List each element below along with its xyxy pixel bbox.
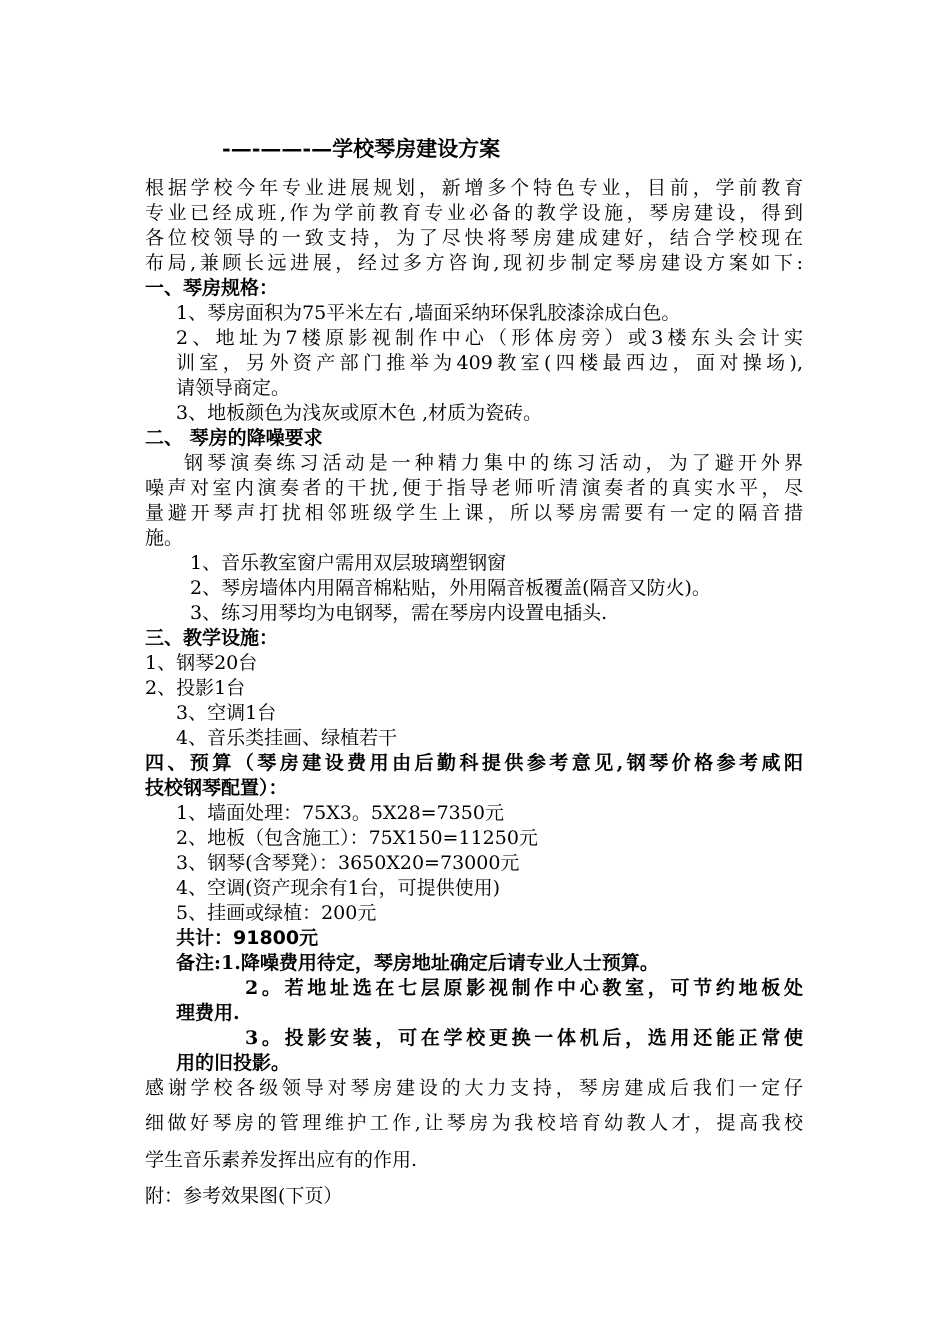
budget-item: 4、空调(资产现余有1台，可提供使用) bbox=[176, 877, 501, 899]
intro-line: 各位校领导的一致支持，为了尽快将琴房建成建好，结合学校现在 bbox=[145, 227, 803, 249]
note-line: 备注:1.降噪费用待定，琴房地址确定后请专业人士预算。 bbox=[176, 952, 659, 974]
list-item: 2、投影1台 bbox=[145, 677, 246, 699]
closing-line: 细做好琴房的管理维护工作,让琴房为我校培育幼教人才，提高我校 bbox=[145, 1112, 803, 1134]
budget-total: 共计：91800元 bbox=[176, 927, 319, 949]
paragraph-line: 钢琴演奏练习活动是一种精力集中的练习活动，为了避开外界 bbox=[184, 452, 803, 474]
paragraph-line: 量避开琴声打扰相邻班级学生上课，所以琴房需要有一定的隔音措 bbox=[145, 502, 803, 524]
list-item: 1、钢琴20台 bbox=[145, 652, 258, 674]
closing-line: 感谢学校各级领导对琴房建设的大力支持，琴房建成后我们一定仔 bbox=[145, 1077, 803, 1099]
section-heading-4: 四、预算（琴房建设费用由后勤科提供参考意见,钢琴价格参考咸阳 bbox=[145, 752, 803, 774]
section-heading-4-cont: 技校钢琴配置）： bbox=[145, 777, 288, 799]
intro-line: 根据学校今年专业进展规划，新增多个特色专业，目前，学前教育 bbox=[145, 177, 803, 199]
list-item: 3、空调1台 bbox=[176, 702, 277, 724]
list-item: 2、琴房墙体内用隔音棉粘贴，外用隔音板覆盖(隔音又防火)。 bbox=[190, 577, 711, 599]
section-heading-1: 一、琴房规格： bbox=[145, 277, 279, 299]
appendix-note: 附：参考效果图(下页） bbox=[145, 1185, 343, 1207]
page-title: -—-——-—学校琴房建设方案 bbox=[222, 136, 501, 161]
list-item: 训室，另外资产部门推举为409教室(四楼最西边，面对操场), bbox=[176, 352, 803, 374]
list-item: 请领导商定。 bbox=[176, 377, 291, 399]
budget-item: 3、钢琴(含琴凳）：3650X20=73000元 bbox=[176, 852, 520, 874]
closing-line: 学生音乐素养发挥出应有的作用. bbox=[145, 1149, 418, 1171]
note-line: 3。投影安装，可在学校更换一体机后，选用还能正常使 bbox=[245, 1027, 803, 1049]
intro-line: 布局,兼顾长远进展，经过多方咨询,现初步制定琴房建设方案如下: bbox=[145, 252, 803, 274]
list-item: 3、地板颜色为浅灰或原木色 ,材质为瓷砖。 bbox=[176, 402, 543, 424]
section-heading-2: 二、 琴房的降噪要求 bbox=[145, 427, 323, 449]
budget-item: 5、挂画或绿植：200元 bbox=[176, 902, 377, 924]
note-line: 理费用. bbox=[176, 1002, 240, 1024]
budget-item: 1、墙面处理：75X3。5X28=7350元 bbox=[176, 802, 504, 824]
list-item: 1、琴房面积为75平米左右 ,墙面采纳环保乳胶漆涂成白色。 bbox=[176, 302, 681, 324]
list-item: 4、音乐类挂画、绿植若干 bbox=[176, 727, 398, 749]
list-item: 3、练习用琴均为电钢琴，需在琴房内设置电插头. bbox=[190, 602, 608, 624]
intro-line: 专业已经成班,作为学前教育专业必备的教学设施，琴房建设，得到 bbox=[145, 202, 803, 224]
list-item: 2、地址为7楼原影视制作中心（形体房旁）或3楼东头会计实 bbox=[176, 327, 803, 349]
list-item: 1、音乐教室窗户需用双层玻璃塑钢窗 bbox=[190, 552, 507, 574]
section-heading-3: 三、教学设施： bbox=[145, 627, 279, 649]
paragraph-line: 噪声对室内演奏者的干扰,便于指导老师听清演奏者的真实水平，尽 bbox=[145, 477, 803, 499]
note-line: 用的旧投影。 bbox=[176, 1052, 291, 1074]
note-line: 2。若地址选在七层原影视制作中心教室，可节约地板处 bbox=[245, 977, 803, 999]
budget-item: 2、地板（包含施工）：75X150=11250元 bbox=[176, 827, 538, 849]
paragraph-line: 施。 bbox=[145, 527, 184, 549]
